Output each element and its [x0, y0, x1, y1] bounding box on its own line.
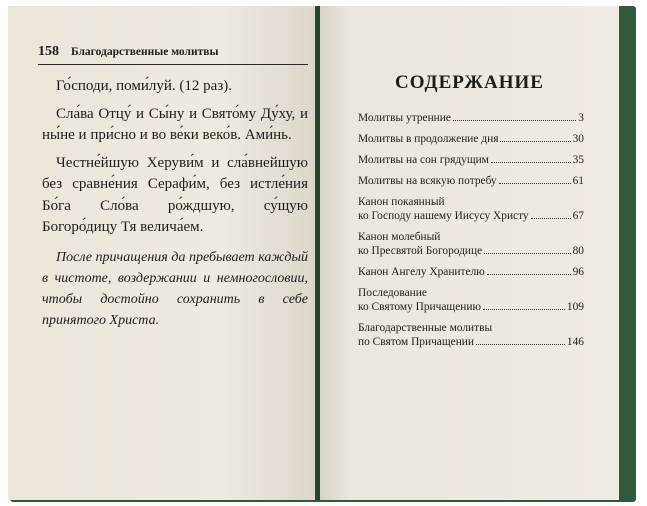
toc-leader-dots: [487, 274, 571, 275]
toc-entry: [358, 174, 584, 188]
toc-entry: [358, 265, 584, 279]
toc-entry: [358, 321, 584, 349]
right-page: [320, 6, 619, 500]
toc-entry-line: [358, 111, 584, 125]
toc-page-number: 35: [572, 154, 584, 166]
toc-entry: [358, 286, 584, 314]
table-of-contents: [358, 111, 584, 356]
toc-entry-title: Канон Ангелу Хранителю: [358, 266, 485, 278]
prayer-paragraph: Сла́ва Отцу́ и Сы́ну и Свято́му Ду́ху, и ны́не и при́сно и во ве́ки веко́в. Ами́нь.: [42, 105, 308, 143]
toc-entry-line: [358, 321, 584, 335]
prayer-paragraph: Го́споди, поми́луй. (12 раз).: [56, 78, 232, 94]
toc-entry: [358, 153, 584, 167]
toc-page-number: 96: [572, 266, 584, 278]
toc-entry-line: [358, 230, 584, 244]
toc-leader-dots: [453, 120, 576, 121]
toc-entry-line: [358, 195, 584, 209]
toc-page-number: 67: [572, 210, 584, 222]
toc-entry-line: [358, 174, 584, 188]
toc-leader-dots: [491, 162, 571, 163]
toc-entry-line: [358, 300, 584, 314]
toc-entry-line: [358, 132, 584, 146]
toc-entry-title: Канон молебный: [358, 231, 441, 243]
toc-entry-title: ко Святому Причащению: [358, 301, 481, 313]
toc-leader-dots: [499, 183, 571, 184]
toc-entry: [358, 132, 584, 146]
toc-entry-title: ко Господу нашему Иисусу Христу: [358, 210, 529, 222]
toc-entry-title: Канон покаянный: [358, 196, 445, 208]
toc-entry-title: Молитвы на сон грядущим: [358, 154, 489, 166]
toc-entry-title: Молитвы в продолжение дня: [358, 133, 499, 145]
toc-page-number: 80: [572, 245, 584, 257]
page-number: 158: [38, 44, 59, 59]
toc-page-number: 61: [572, 175, 584, 187]
prayer-paragraph: Честне́йшую Херуви́м и сла́внейшую без сравне́ния Серафи́м, без истле́ния Бо́га Сло́ва ро́ждшую, су́щую Богоро́дицу Тя велича́ем.: [42, 154, 308, 235]
toc-leader-dots: [500, 141, 570, 142]
toc-entry-line: [358, 265, 584, 279]
toc-entry-title: Молитвы утренние: [358, 112, 451, 124]
toc-page-number: 146: [566, 336, 584, 348]
left-page: [8, 6, 315, 500]
toc-entry: [358, 230, 584, 258]
toc-entry-title: Благодарственные молитвы: [358, 322, 493, 334]
running-head: [38, 44, 308, 65]
toc-leader-dots: [483, 309, 565, 310]
toc-entry-line: [358, 244, 584, 258]
toc-entry-line: [358, 286, 584, 300]
prayer-text: [42, 76, 308, 337]
toc-entry-title: Молитвы на всякую потребу: [358, 175, 497, 187]
toc-entry-line: [358, 209, 584, 223]
toc-entry: [358, 111, 584, 125]
toc-leader-dots: [476, 344, 565, 345]
running-title: Благодарственные молитвы: [71, 46, 219, 58]
toc-leader-dots: [484, 253, 570, 254]
toc-entry-title: Последование: [358, 287, 427, 299]
communion-note: После причащения да пребывает каждый в чистоте, воздержании и немногословии, чтобы достойно сохранить в себе принятого Христа.: [42, 249, 308, 328]
toc-entry-title: ко Пресвятой Богородице: [358, 245, 483, 257]
toc-entry-line: [358, 153, 584, 167]
toc-entry: [358, 195, 584, 223]
toc-page-number: 30: [572, 133, 584, 145]
toc-entry-line: [358, 335, 584, 349]
toc-page-number: 109: [566, 301, 584, 313]
toc-page-number: 3: [578, 112, 584, 124]
toc-entry-title: по Святом Причащении: [358, 336, 474, 348]
toc-heading: СОДЕРЖАНИЕ: [395, 72, 544, 93]
toc-leader-dots: [531, 218, 571, 219]
